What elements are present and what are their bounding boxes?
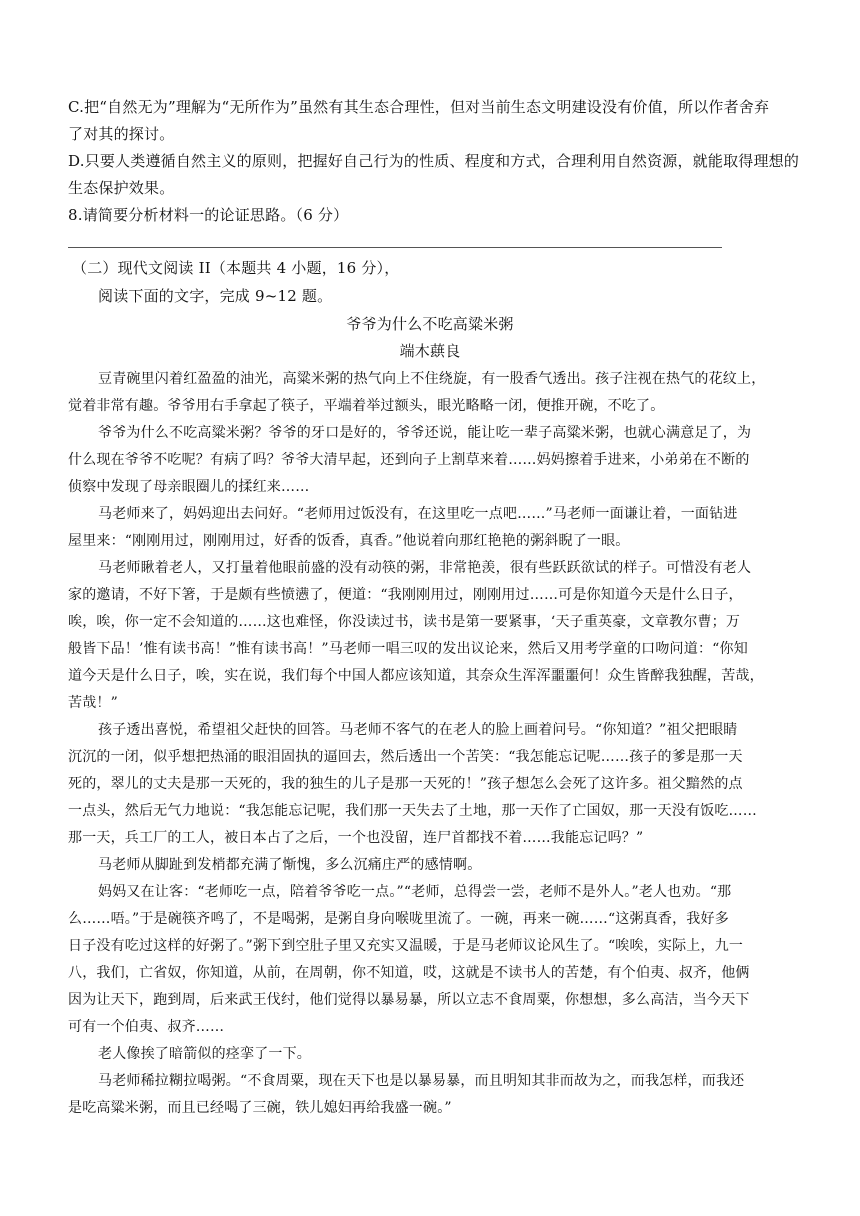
story-line: 唉，唉，你一定不会知道的……这也难怪，你没读过书，读书是第一要紧事，‘天子重英豪，文章教尔曹；万 [68,614,741,630]
story-line: 一点头，然后无气力地说：“我怎能忘记呢，我们那一天失去了土地，那一天作了亡国奴，那一天没有饭吃…… [68,803,757,819]
option-c-line-1: C.把“自然无为”理解为“无所作为”虽然有其生态合理性，但对当前生态文明建设没有价值，所以作者舍弃 [68,98,770,116]
story-line: 觉着非常有趣。爷爷用右手拿起了筷子，平端着举过额头，眼光略略一闭，便推开碗，不吃了。 [68,398,665,414]
section-heading: （二）现代文阅读 II（本题共 4 小题，16 分）， [72,259,400,277]
story-line: 么……唔。”于是碗筷齐鸣了，不是喝粥，是粥自身向喉咙里流了。一碗，再来一碗……“这粥真香，我好多 [68,911,729,927]
story-line: 家的邀请，不好下箸，于是颇有些愤懑了，便道：“我刚刚用过，刚刚用过……可是你知道今天是什么日子， [68,587,743,603]
story-line: 老人像挨了暗箭似的痉挛了一下。 [98,1046,311,1062]
story-line: 马老师从脚趾到发梢都充满了惭愧，多么沉痛庄严的感情啊。 [98,857,482,873]
story-line: 八，我们，亡省奴，你知道，从前，在周朝，你不知道，哎，这就是不读书人的苦楚，有个伯夷、叔齐，他俩 [68,965,750,981]
question-8: 8.请简要分析材料一的论证思路。（6 分） [68,206,349,224]
story-line: 豆青碗里闪着红盈盈的油光，高粱米粥的热气向上不住绕旋，有一股香气透出。孩子注视在热气的花纹上， [98,371,766,387]
story-line: 孩子透出喜悦，希望祖父赶快的回答。马老师不客气的在老人的脸上画着问号。“你知道？”祖父把眼睛 [98,722,738,738]
story-line: 妈妈又在让客：“老师吃一点，陪着爷爷吃一点。”“老师，总得尝一尝，老师不是外人。”老人也劝。“那 [98,884,732,900]
story-author: 端木蕻良 [399,342,461,360]
story-line: 马老师稀拉糊拉喝粥。“不食周粟，现在天下也是以暴易暴，而且明知其非而故为之，而我怎样，而我还 [98,1073,745,1089]
story-line: 屋里来：“刚刚用过，刚刚用过，好香的饭香，真香。”他说着向那红艳艳的粥斜睨了一眼。 [68,533,630,549]
story-line: 死的，翠儿的丈夫是那一天死的，我的独生的儿子是那一天死的！”孩子想怎么会死了这许多。祖父黯然的点 [68,776,743,792]
story-line: 那一天，兵工厂的工人，被日本占了之后，一个也没留，连尸首都找不着……我能忘记吗？” [68,830,644,846]
option-c-line-2: 了对其的探讨。 [68,125,175,143]
story-line: 可有一个伯夷、叔齐…… [68,1019,225,1035]
story-line: 苦哉！” [68,695,118,711]
answer-line [68,247,722,248]
story-line: 是吃高粱米粥，而且已经喝了三碗，铁儿媳妇再给我盛一碗。” [68,1100,452,1116]
story-line: 马老师来了，妈妈迎出去问好。“老师用过饭没有，在这里吃一点吧……”马老师一面谦让着，一面钻进 [98,506,738,522]
story-title: 爷爷为什么不吃高粱米粥 [346,315,514,333]
story-line: 侦察中发现了母亲眼圈儿的揉红来…… [68,479,310,495]
option-d-line-1: D.只要人类遵循自然主义的原则，把握好自己行为的性质、程度和方式，合理利用自然资源，就能取得理想的 [68,152,800,170]
story-line: 日子没有吃过这样的好粥了。”粥下到空肚子里又充实又温暖，于是马老师议论风生了。“唉唉，实际上，九一 [68,938,744,954]
story-line: 因为让天下，跑到周，后来武王伐纣，他们觉得以暴易暴，所以立志不食周粟，你想想，多么高洁，当今天下 [68,992,750,1008]
option-d-line-2: 生态保护效果。 [68,179,175,197]
story-line: 马老师瞅着老人，又打量着他眼前盛的没有动筷的粥，非常艳羡，很有些跃跃欲试的样子。可惜没有老人 [98,560,752,576]
section-instruction: 阅读下面的文字，完成 9~12 题。 [98,287,333,305]
story-line: 沉沉的一闭，似乎想把热涌的眼泪固执的逼回去，然后透出一个苦笑：“我怎能忘记呢……孩子的爹是那一天 [68,749,743,765]
story-line: 道今天是什么日子，唉，实在说，我们每个中国人都应该知道，其奈众生浑浑噩噩何！众生皆醉我独醒，苦哉， [68,668,764,684]
story-line: 般皆下品！’惟有读书高！”惟有读书高！”马老师一唱三叹的发出议论来，然后又用考学童的口吻问道：“你知 [68,641,748,657]
story-line: 什么现在爷爷不吃呢？有病了吗？爷爷大清早起，还到向子上割草来着……妈妈擦着手进来，小弟弟在不断的 [68,452,750,468]
story-line: 爷爷为什么不吃高粱米粥？爷爷的牙口是好的，爷爷还说，能让吃一辈子高粱米粥，也就心满意足了，为 [98,425,752,441]
